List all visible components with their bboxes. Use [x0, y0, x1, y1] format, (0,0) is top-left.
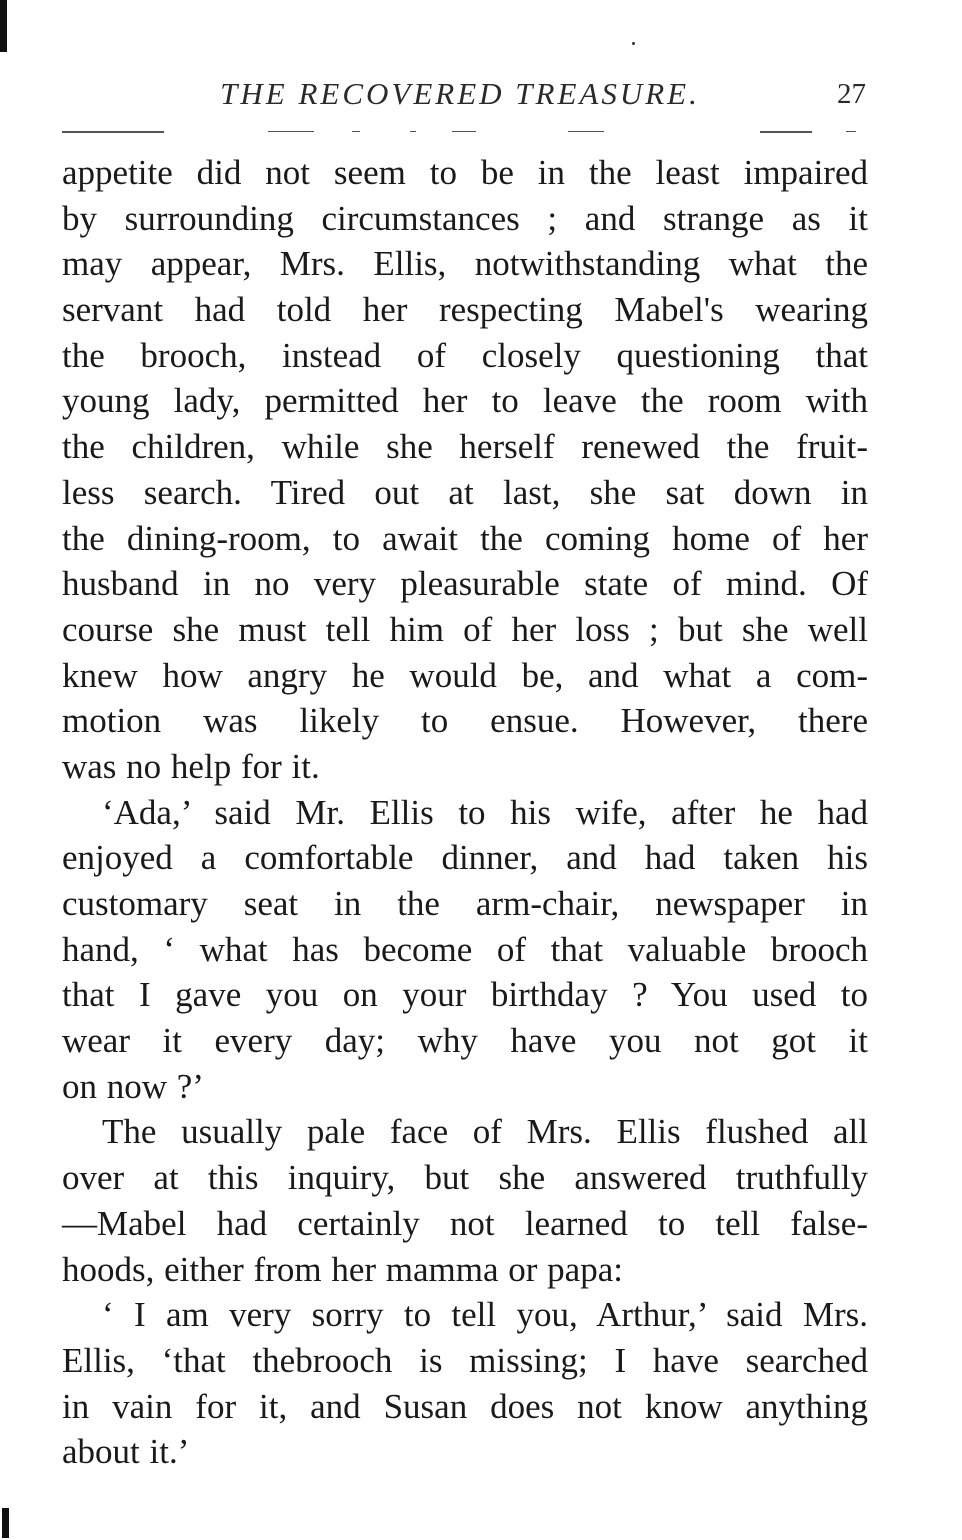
- text-line: that I gave you on your birthday ? You used to: [62, 975, 868, 1015]
- text-line: wear it every day; why have you not got it: [62, 1021, 868, 1061]
- header-rule-segment: [268, 131, 314, 132]
- text-line: motion was likely to ensue. However, there: [62, 701, 868, 741]
- text-line-paragraph-end: about it.’: [62, 1432, 190, 1472]
- text-line-paragraph-end: on now ?’: [62, 1066, 204, 1106]
- text-line-paragraph-start: ‘Ada,’ said Mr. Ellis to his wife, after he had: [102, 792, 868, 832]
- body-text: [62, 150, 868, 1475]
- text-line: by surrounding circumstances ; and strange as it: [62, 198, 868, 238]
- text-line: the children, while she herself renewed the fruit-: [62, 427, 868, 467]
- text-line: the dining-room, to await the coming home of her: [62, 518, 868, 558]
- text-line-paragraph-end: was no help for it.: [62, 746, 320, 786]
- text-line: Ellis, ‘that thebrooch is missing; I have searched: [62, 1340, 868, 1380]
- header-rule-segment: [410, 131, 416, 132]
- text-line: enjoyed a comfortable dinner, and had taken his: [62, 838, 868, 878]
- speck: [632, 42, 635, 45]
- text-line-paragraph-end: hoods, either from her mamma or papa:: [62, 1249, 623, 1289]
- text-line: less search. Tired out at last, she sat down in: [62, 472, 868, 512]
- text-line: customary seat in the arm-chair, newspaper in: [62, 884, 868, 923]
- text-line: knew how angry he would be, and what a com-: [62, 655, 868, 695]
- text-line: may appear, Mrs. Ellis, notwithstanding what the: [62, 244, 868, 284]
- text-line: over at this inquiry, but she answered truthfully: [62, 1158, 868, 1198]
- running-title: THE RECOVERED TREASURE.: [220, 76, 700, 111]
- header-rule-segment: [568, 131, 604, 132]
- scan-edge-mark-bottom: [2, 1508, 9, 1538]
- text-line-paragraph-start: The usually pale face of Mrs. Ellis flushed all: [102, 1112, 868, 1152]
- text-line: appetite did not seem to be in the least impaired: [62, 153, 868, 192]
- text-line: young lady, permitted her to leave the room with: [62, 381, 868, 421]
- text-line: —Mabel had certainly not learned to tell false-: [62, 1203, 868, 1243]
- header-rule-segment: [846, 131, 856, 132]
- text-line: course she must tell him of her loss ; but she well: [62, 609, 868, 649]
- page-number: 27: [837, 78, 866, 110]
- text-line: servant had told her respecting Mabel's wearing: [62, 290, 868, 330]
- page-header: [60, 76, 870, 116]
- text-line: husband in no very pleasurable state of mind. Of: [62, 564, 868, 604]
- header-rule-segment: [352, 131, 360, 132]
- header-rule-segment: [452, 131, 476, 132]
- text-line: the brooch, instead of closely questioning that: [62, 335, 868, 375]
- header-rule-segment: [62, 131, 164, 133]
- text-line: hand, ‘ what has become of that valuable brooch: [62, 929, 868, 969]
- text-line-paragraph-start: ‘ I am very sorry to tell you, Arthur,’ said Mrs.: [102, 1295, 868, 1335]
- scan-edge-mark-top: [0, 0, 7, 52]
- text-line: in vain for it, and Susan does not know anything: [62, 1386, 868, 1426]
- header-rule-segment: [760, 131, 812, 133]
